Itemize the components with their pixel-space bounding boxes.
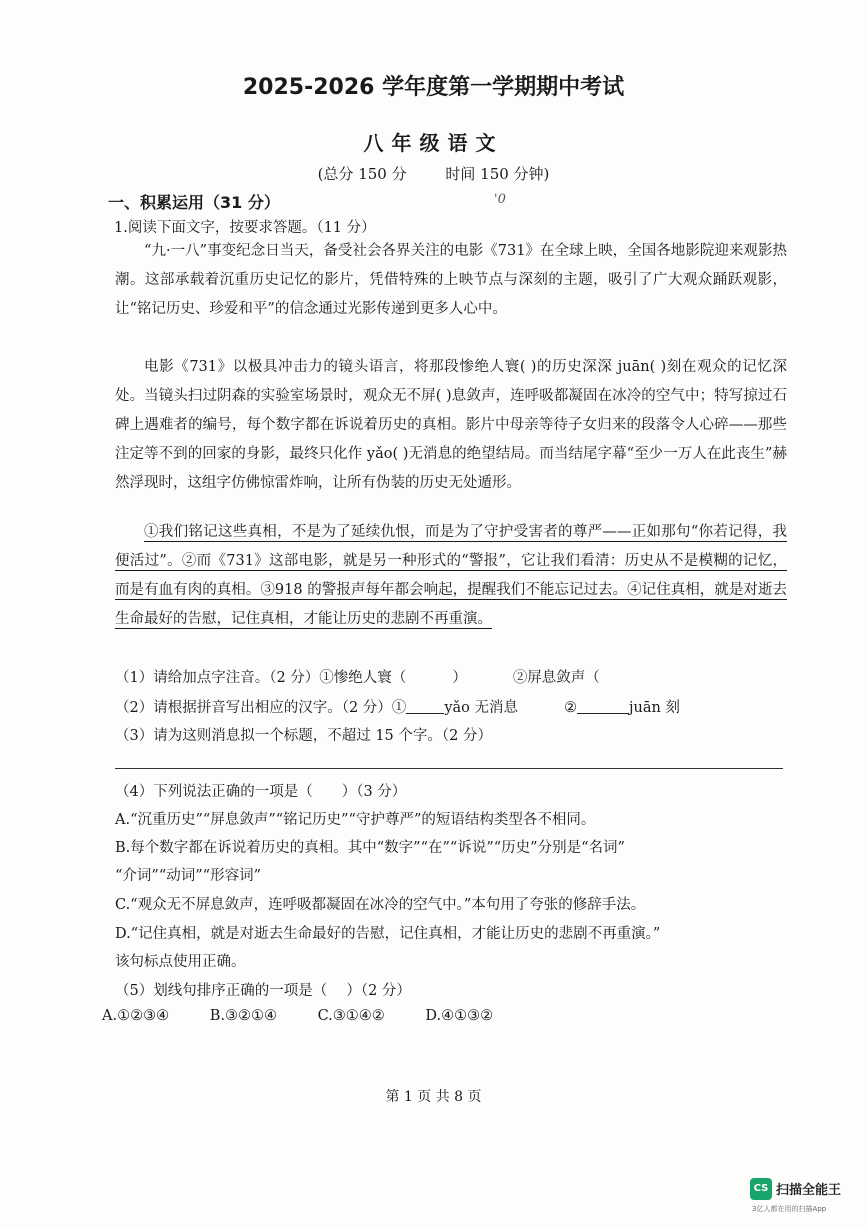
sub2-prefix: （2）请根据拼音写出相应的汉字。（2 分）① bbox=[115, 700, 407, 716]
sub2-item2: juān 刻 bbox=[629, 700, 680, 716]
paragraph-text: “九·一八”事变纪念日当天，备受社会各界关注的电影《731》在全球上映，全国各地影院迎来观影热潮。这部承载着沉重历史记忆的影片，凭借特殊的上映节点与深刻的主题，吸引了广大观众踊跃观影，让“铭记历史、珍爱和平”的信念通过光影传递到更多人心中。 bbox=[115, 243, 787, 317]
paragraph-text: 电影《731》以极具冲击力的镜头语言，将那段惨绝人寰( )的历史深深 juān( )刻在观众的记忆深处。当镜头扫过阴森的实验室场景时，观众无不屏( )息敛声，连呼吸都凝固在冰冷的空气中；特写掠过石碑上遇难者的编号，每个数字都在诉说着历史的真相。影片中母亲等待子女归来的段落令人心碎——那些注定等不到的回家的身影，最终只化作 yǎo( )无消息的绝望结局。而当结尾字幕“至少一万人在此丧生”赫然浮现时，这组字仿佛惊雷炸响，让所有伪装的历史无处遁形。 bbox=[115, 359, 787, 491]
section-heading: 一、积累运用（31 分） bbox=[108, 193, 280, 212]
sub2-item2-num: ② bbox=[564, 700, 577, 716]
option-a: A.“沉重历史”“屏息敛声”“铭记历史”“守护尊严”的短语结构类型各不相同。 bbox=[115, 812, 596, 828]
total-score: (总分 150 分 bbox=[317, 165, 407, 183]
answer-blank[interactable] bbox=[406, 699, 444, 714]
sub-question-1 bbox=[115, 666, 600, 687]
option-d-line1: D.“记住真相，就是对逝去生命最好的告慰，记住真相，才能让历史的悲剧不再重演。” bbox=[115, 926, 661, 942]
option-d-line2: 该句标点使用正确。 bbox=[115, 954, 246, 970]
score-and-time bbox=[0, 163, 867, 184]
sub-question-2 bbox=[115, 696, 680, 717]
camscanner-tagline: 3亿人都在用的扫描App bbox=[752, 1205, 827, 1213]
choice-a[interactable]: A.①②③④ bbox=[102, 1008, 170, 1024]
underlined-sentences bbox=[115, 518, 787, 634]
camscanner-logo-icon: CS bbox=[750, 1178, 772, 1200]
exam-title: 2025-2026 学年度第一学期期中考试 bbox=[242, 75, 625, 100]
exam-subject: 八年级语文 bbox=[363, 131, 504, 155]
sub-question-4: （4）下列说法正确的一项是（ ）（3 分） bbox=[115, 784, 407, 800]
choice-c[interactable]: C.③①④② bbox=[317, 1008, 385, 1024]
answer-line[interactable] bbox=[115, 768, 783, 769]
question-1-prompt: 1.阅读下面文字，按要求答题。（11 分） bbox=[114, 220, 376, 236]
passage-paragraph-2 bbox=[115, 353, 787, 498]
sub-question-3: （3）请为这则消息拟一个标题，不超过 15 个字。（2 分） bbox=[115, 728, 492, 744]
option-b-line1: B.每个数字都在诉说着历史的真相。其中“数字”“在”“诉说”“历史”分别是“名词” bbox=[115, 840, 625, 856]
stray-mark: '0 bbox=[494, 192, 506, 207]
choice-b[interactable]: B.③②①④ bbox=[209, 1008, 277, 1024]
sub1-paren-close: ） bbox=[452, 670, 467, 686]
page-number: 第 1 页 共 8 页 bbox=[385, 1089, 482, 1105]
sub1-text: （1）请给加点字注音。（2 分）①惨绝人寰（ bbox=[115, 670, 407, 686]
ordering-choices bbox=[102, 1008, 529, 1024]
answer-blank[interactable] bbox=[577, 699, 629, 714]
camscanner-app-name: 扫描全能王 bbox=[776, 1183, 842, 1198]
duration: 时间 150 分钟) bbox=[445, 165, 550, 183]
sub1-second: ②屏息敛声（ bbox=[512, 670, 600, 686]
sub-question-5: （5）划线句排序正确的一项是（ ）（2 分） bbox=[115, 983, 411, 999]
choice-d[interactable]: D.④①③② bbox=[425, 1008, 494, 1024]
option-c: C.“观众无不屏息敛声，连呼吸都凝固在冰冷的空气中。”本句用了夸张的修辞手法。 bbox=[115, 897, 646, 913]
paragraph-text: ①我们铭记这些真相，不是为了延续仇恨，而是为了守护受害者的尊严——正如那句“你若记得，我便活过”。②而《731》这部电影，就是另一种形式的“警报”，它让我们看清：历史从不是模糊的记忆，而是有血有肉的真相。③918 的警报声每年都会响起，提醒我们不能忘记过去。④记住真相，就是对逝去生命最好的告慰，记住真相，才能让历史的悲剧不再重演。 bbox=[115, 524, 787, 627]
passage-paragraph-1 bbox=[115, 237, 787, 324]
option-b-line2: “介词”“动词”“形容词” bbox=[115, 868, 261, 884]
sub2-item1: yǎo 无消息 bbox=[444, 700, 518, 716]
